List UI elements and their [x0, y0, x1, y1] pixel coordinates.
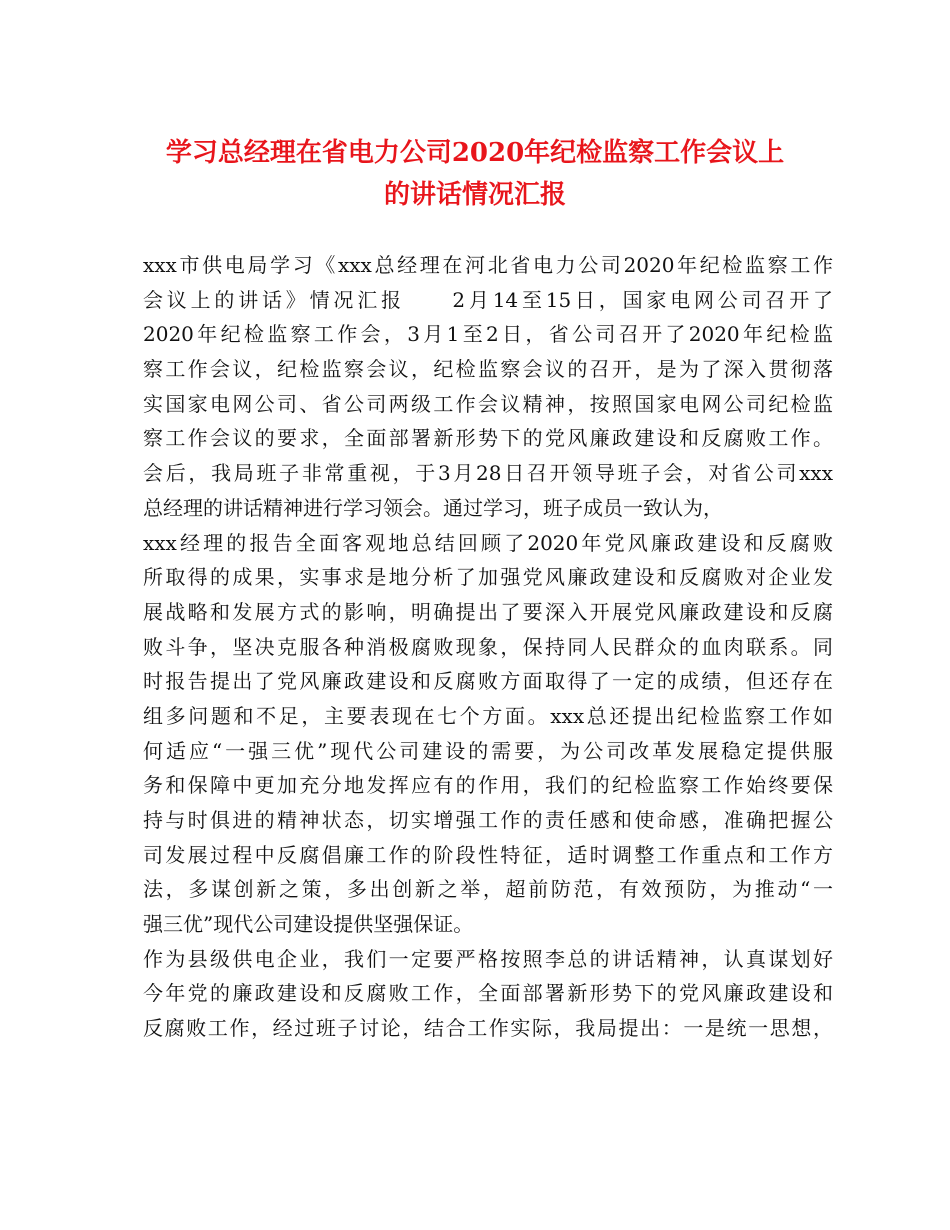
body-line: 司发展过程中反腐倡廉工作的阶段性特征，适时调整工作重点和工作方 [143, 842, 833, 867]
body-line: 法，多谋创新之策，多出创新之举，超前防范，有效预防，为推动“一 [143, 877, 833, 902]
body-line: 2020年纪检监察工作会，3月1至2日，省公司召开了2020年纪检监 [143, 322, 833, 347]
document-title-line-1: 学习总经理在省电力公司2020年纪检监察工作会议上 [165, 138, 785, 168]
body-line: 会议上的讲话》情况汇报 2月14至15日，国家电网公司召开了 [143, 287, 833, 312]
body-line: 总经理的讲话精神进行学习领会。通过学习，班子成员一致认为， [143, 495, 723, 520]
body-line: 何适应“一强三优”现代公司建设的需要，为公司改革发展稳定提供服 [143, 738, 833, 763]
body-line: 组多问题和不足，主要表现在七个方面。xxx总还提出纪检监察工作如 [143, 703, 833, 728]
body-line: 作为县级供电企业，我们一定要严格按照李总的讲话精神，认真谋划好 [143, 946, 833, 971]
body-line: 强三优”现代公司建设提供坚强保证。 [143, 912, 474, 937]
body-line: 持与时俱进的精神状态，切实增强工作的责任感和使命感，准确把握公 [143, 808, 833, 832]
body-line: 时报告提出了党风廉政建设和反腐败方面取得了一定的成绩，但还存在 [143, 669, 833, 694]
body-line: xxx市供电局学习《xxx总经理在河北省电力公司2020年纪检监察工作 [143, 253, 833, 277]
document-body [143, 248, 833, 1046]
body-line: 会后，我局班子非常重视，于3月28日召开领导班子会，对省公司xxx [143, 461, 833, 486]
body-line: 务和保障中更加充分地发挥应有的作用，我们的纪检监察工作始终要保 [143, 773, 833, 798]
body-line: 察工作会议，纪检监察会议，纪检监察会议的召开，是为了深入贯彻落 [143, 357, 833, 382]
body-line: 反腐败工作，经过班子讨论，结合工作实际，我局提出：一是统一思想， [143, 1016, 833, 1041]
body-line: 察工作会议的要求，全面部署新形势下的党风廉政建设和反腐败工作。 [143, 426, 833, 451]
body-line: 今年党的廉政建设和反腐败工作，全面部署新形势下的党风廉政建设和 [143, 981, 833, 1006]
body-line: 所取得的成果，实事求是地分析了加强党风廉政建设和反腐败对企业发 [143, 565, 833, 590]
body-line: 实国家电网公司、省公司两级工作会议精神，按照国家电网公司纪检监 [143, 391, 833, 416]
document-title-line-2: 的讲话情况汇报 [383, 180, 566, 210]
body-line: xxx经理的报告全面客观地总结回顾了2020年党风廉政建设和反腐败 [143, 530, 833, 555]
body-line: 展战略和发展方式的影响，明确提出了要深入开展党风廉政建设和反腐 [143, 599, 833, 624]
body-line: 败斗争，坚决克服各种消极腐败现象，保持同人民群众的血肉联系。同 [143, 634, 833, 659]
